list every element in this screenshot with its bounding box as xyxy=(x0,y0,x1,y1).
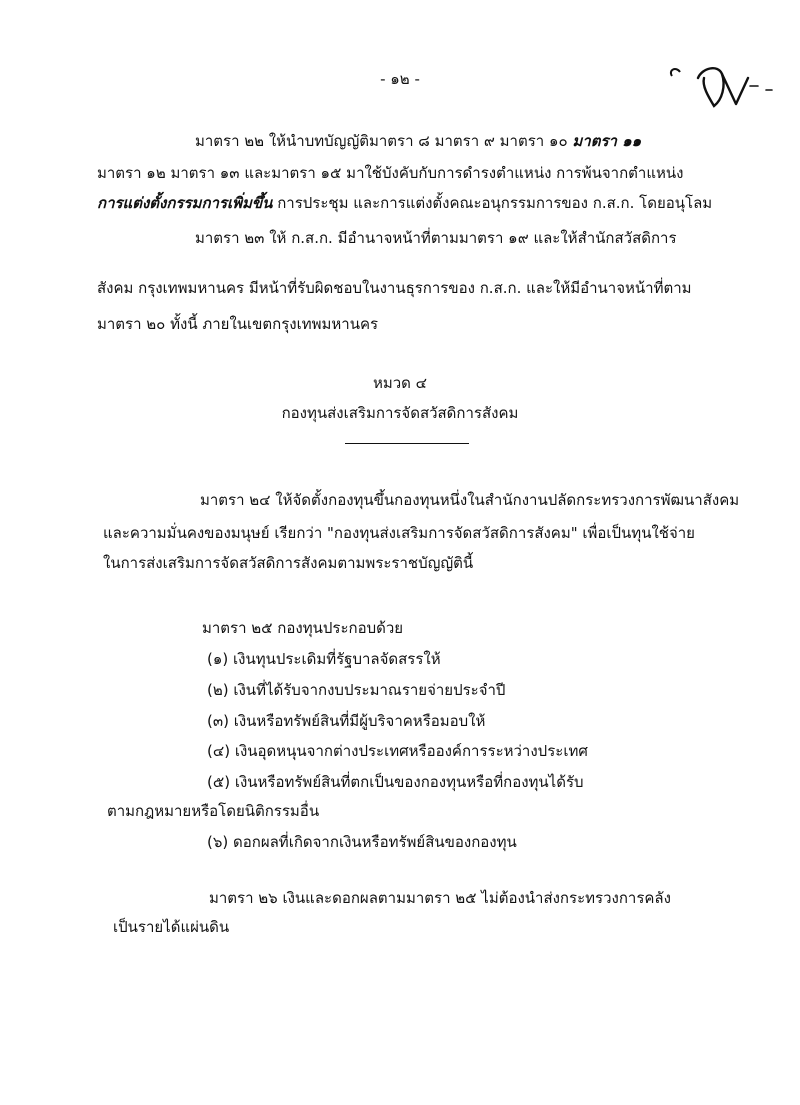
section-25-item-5-line-1: (๕) เงินหรือทรัพย์สินที่ตกเป็นของกองทุนหรือที่กองทุนได้รับ xyxy=(207,773,584,791)
section-23-line-3: มาตรา ๒๐ ทั้งนี้ ภายในเขตกรุงเทพมหานคร xyxy=(97,315,379,333)
section-25-item-5-line-2: ตามกฎหมายหรือโดยนิติกรรมอื่น xyxy=(107,802,320,820)
section-22-text-a: มาตรา ๒๒ ให้นำบทบัญญัติมาตรา ๘ มาตรา ๙ มาตรา ๑๐ xyxy=(195,132,573,150)
section-26-line-2: เป็นรายได้แผ่นดิน xyxy=(113,918,230,936)
chapter-number: หมวด ๔ xyxy=(372,374,428,392)
section-25-item-3: (๓) เงินหรือทรัพย์สินที่มีผู้บริจาคหรือมอบให้ xyxy=(207,712,486,730)
handwritten-mark xyxy=(662,56,788,112)
section-24-line-1: มาตรา ๒๔ ให้จัดตั้งกองทุนขึ้นกองทุนหนึ่งในสำนักงานปลัดกระทรวงการพัฒนาสังคม xyxy=(200,491,740,509)
chapter-title: กองทุนส่งเสริมการจัดสวัสดิการสังคม xyxy=(281,404,519,422)
section-25-item-4: (๔) เงินอุดหนุนจากต่างประเทศหรือองค์การระหว่างประเทศ xyxy=(207,742,588,760)
section-26-line-1: มาตรา ๒๖ เงินและดอกผลตามมาตรา ๒๕ ไม่ต้องนำส่งกระทรวงการคลัง xyxy=(209,889,671,907)
section-22-line-3 xyxy=(97,193,712,213)
section-23-line-1: มาตรา ๒๓ ให้ ก.ส.ก. มีอำนาจหน้าที่ตามมาตรา ๑๙ และให้สำนักสวัสดิการ xyxy=(195,229,677,247)
section-25-item-6: (๖) ดอกผลที่เกิดจากเงินหรือทรัพย์สินของกองทุน xyxy=(207,833,517,851)
section-24-line-2: และความมั่นคงของมนุษย์ เรียกว่า "กองทุนส่งเสริมการจัดสวัสดิการสังคม" เพื่อเป็นทุนใช้จ่าย xyxy=(103,524,695,542)
section-22-line-2: มาตรา ๑๒ มาตรา ๑๓ และมาตรา ๑๕ มาใช้บังคับกับการดำรงตำแหน่ง การพ้นจากตำแหน่ง xyxy=(97,164,684,182)
section-25-intro: มาตรา ๒๕ กองทุนประกอบด้วย xyxy=(202,619,404,637)
section-25-item-1: (๑) เงินทุนประเดิมที่รัฐบาลจัดสรรให้ xyxy=(207,650,441,668)
section-25-item-2: (๒) เงินที่ได้รับจากงบประมาณรายจ่ายประจำปี xyxy=(207,681,506,699)
section-22-inserted-text: การแต่งตั้งกรรมการเพิ่มขึ้น xyxy=(97,194,273,212)
section-22-line-1 xyxy=(195,131,641,151)
section-24-line-3: ในการส่งเสริมการจัดสวัสดิการสังคมตามพระราชบัญญัตินี้ xyxy=(103,554,474,572)
section-22-text-b: มาตรา ๑๑ xyxy=(572,132,642,150)
chapter-divider xyxy=(345,443,469,444)
section-23-line-2: สังคม กรุงเทพมหานคร มีหน้าที่รับผิดชอบในงานธุรการของ ก.ส.ก. และให้มีอำนาจหน้าที่ตาม xyxy=(97,279,692,297)
section-22-text-c: การประชุม และการแต่งตั้งคณะอนุกรรมการของ ก.ส.ก. โดยอนุโลม xyxy=(272,194,713,212)
page-number: - ๑๒ - xyxy=(380,70,420,88)
